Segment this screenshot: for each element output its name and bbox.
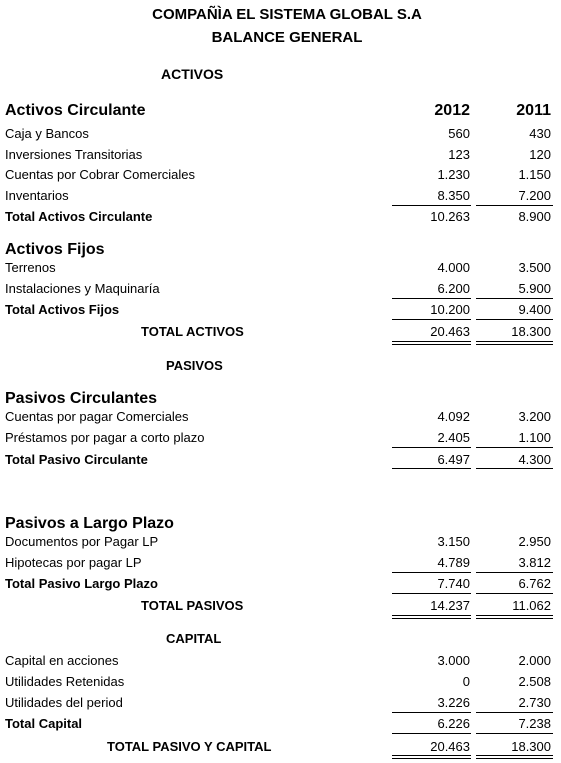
value-2012: 3.000 (437, 653, 470, 668)
value-2011: 2.508 (518, 674, 551, 689)
grand-total-label: TOTAL ACTIVOS (141, 324, 244, 339)
subtotal-rule (392, 447, 471, 448)
activos-circulante-heading: Activos Circulante (5, 102, 146, 119)
double-rule (392, 615, 471, 616)
activos-fijos-heading: Activos Fijos (5, 241, 105, 258)
row-label: Inversiones Transitorias (5, 147, 143, 162)
total-row-label: Total Capital (5, 716, 83, 731)
subtotal-rule (476, 733, 553, 734)
grand-total-2011: 11.062 (512, 598, 551, 613)
value-2011: 3.812 (518, 555, 551, 570)
subtotal-rule (392, 593, 471, 594)
grand-total-2012: 14.237 (430, 598, 470, 613)
row-label: Préstamos por pagar a corto plazo (5, 430, 205, 445)
value-2012: 4.789 (437, 555, 470, 570)
row-label: Cuentas por Cobrar Comerciales (5, 167, 196, 182)
value-2012: 8.350 (437, 188, 470, 203)
subtotal-rule (392, 572, 471, 573)
value-2012: 123 (448, 147, 470, 162)
value-2011: 2.000 (518, 653, 551, 668)
subtotal-rule (392, 733, 471, 734)
value-2011: 2.730 (518, 695, 551, 710)
total-value-2011: 8.900 (518, 209, 551, 224)
company-name: COMPAÑÌA EL SISTEMA GLOBAL S.A (152, 6, 422, 23)
double-rule (476, 341, 553, 342)
subtotal-rule (476, 298, 553, 299)
total-value-2011: 6.762 (518, 576, 551, 591)
value-2011: 430 (529, 126, 551, 141)
year-2011-header: 2011 (516, 102, 551, 119)
double-rule (476, 618, 553, 619)
value-2012: 560 (448, 126, 470, 141)
double-rule (392, 758, 471, 759)
value-2011: 2.950 (518, 534, 551, 549)
double-rule (392, 344, 471, 345)
total-value-2012: 6.497 (437, 452, 470, 467)
row-label: Cuentas por pagar Comerciales (5, 409, 189, 424)
value-2011: 3.500 (518, 260, 551, 275)
total-value-2012: 7.740 (437, 576, 470, 591)
row-label: Caja y Bancos (5, 126, 89, 141)
total-row-label: Total Activos Circulante (5, 209, 153, 224)
total-row-label: Total Pasivo Largo Plazo (5, 576, 158, 591)
statement-title: BALANCE GENERAL (211, 29, 363, 46)
row-label: Documentos por Pagar LP (5, 534, 159, 549)
activos-title: ACTIVOS (161, 66, 224, 82)
capital-title: CAPITAL (166, 631, 222, 646)
value-2012: 6.200 (437, 281, 470, 296)
subtotal-rule (476, 712, 553, 713)
total-row-label: Total Pasivo Circulante (5, 452, 148, 467)
double-rule (392, 618, 471, 619)
grand-total-label: TOTAL PASIVOS (141, 598, 244, 613)
double-rule (476, 344, 553, 345)
row-label: Utilidades del period (5, 695, 123, 710)
total-value-2012: 6.226 (437, 716, 470, 731)
grand-total-2012: 20.463 (430, 324, 470, 339)
row-label: Inventarios (5, 188, 69, 203)
subtotal-rule (392, 298, 471, 299)
row-label: Terrenos (5, 260, 56, 275)
value-2012: 4.000 (437, 260, 470, 275)
value-2012: 3.226 (437, 695, 470, 710)
row-label: Instalaciones y Maquinaría (5, 281, 160, 296)
value-2011: 1.150 (518, 167, 551, 182)
subtotal-rule (392, 205, 471, 206)
subtotal-rule (476, 447, 553, 448)
grand-total-2011: 18.300 (511, 324, 551, 339)
double-rule (476, 615, 553, 616)
total-value-2011: 9.400 (518, 302, 551, 317)
value-2011: 1.100 (518, 430, 551, 445)
subtotal-rule (476, 319, 553, 320)
grand-total-label: TOTAL PASIVO Y CAPITAL (107, 739, 272, 754)
total-value-2011: 7.238 (518, 716, 551, 731)
subtotal-rule (392, 319, 471, 320)
subtotal-rule (476, 205, 553, 206)
pasivos-largo-plazo-heading: Pasivos a Largo Plazo (5, 515, 174, 532)
pasivos-circulantes-heading: Pasivos Circulantes (5, 390, 158, 407)
subtotal-rule (476, 468, 553, 469)
subtotal-rule (476, 593, 553, 594)
value-2011: 120 (529, 147, 551, 162)
subtotal-rule (392, 712, 471, 713)
double-rule (476, 758, 553, 759)
total-value-2011: 4.300 (518, 452, 551, 467)
pasivos-title: PASIVOS (166, 358, 223, 373)
total-value-2012: 10.200 (430, 302, 470, 317)
value-2012: 0 (462, 674, 470, 689)
subtotal-rule (476, 572, 553, 573)
value-2011: 3.200 (518, 409, 551, 424)
double-rule (476, 755, 553, 756)
total-row-label: Total Activos Fijos (5, 302, 120, 317)
row-label: Capital en acciones (5, 653, 119, 668)
value-2011: 5.900 (518, 281, 551, 296)
value-2012: 3.150 (437, 534, 470, 549)
grand-total-2011: 18.300 (511, 739, 551, 754)
subtotal-rule (392, 468, 471, 469)
row-label: Hipotecas por pagar LP (5, 555, 142, 570)
row-label: Utilidades Retenidas (5, 674, 125, 689)
value-2012: 2.405 (437, 430, 470, 445)
year-2012-header: 2012 (434, 102, 470, 119)
value-2012: 4.092 (437, 409, 470, 424)
total-value-2012: 10.263 (430, 209, 470, 224)
value-2011: 7.200 (518, 188, 551, 203)
grand-total-2012: 20.463 (430, 739, 470, 754)
value-2012: 1.230 (437, 167, 470, 182)
double-rule (392, 755, 471, 756)
double-rule (392, 341, 471, 342)
